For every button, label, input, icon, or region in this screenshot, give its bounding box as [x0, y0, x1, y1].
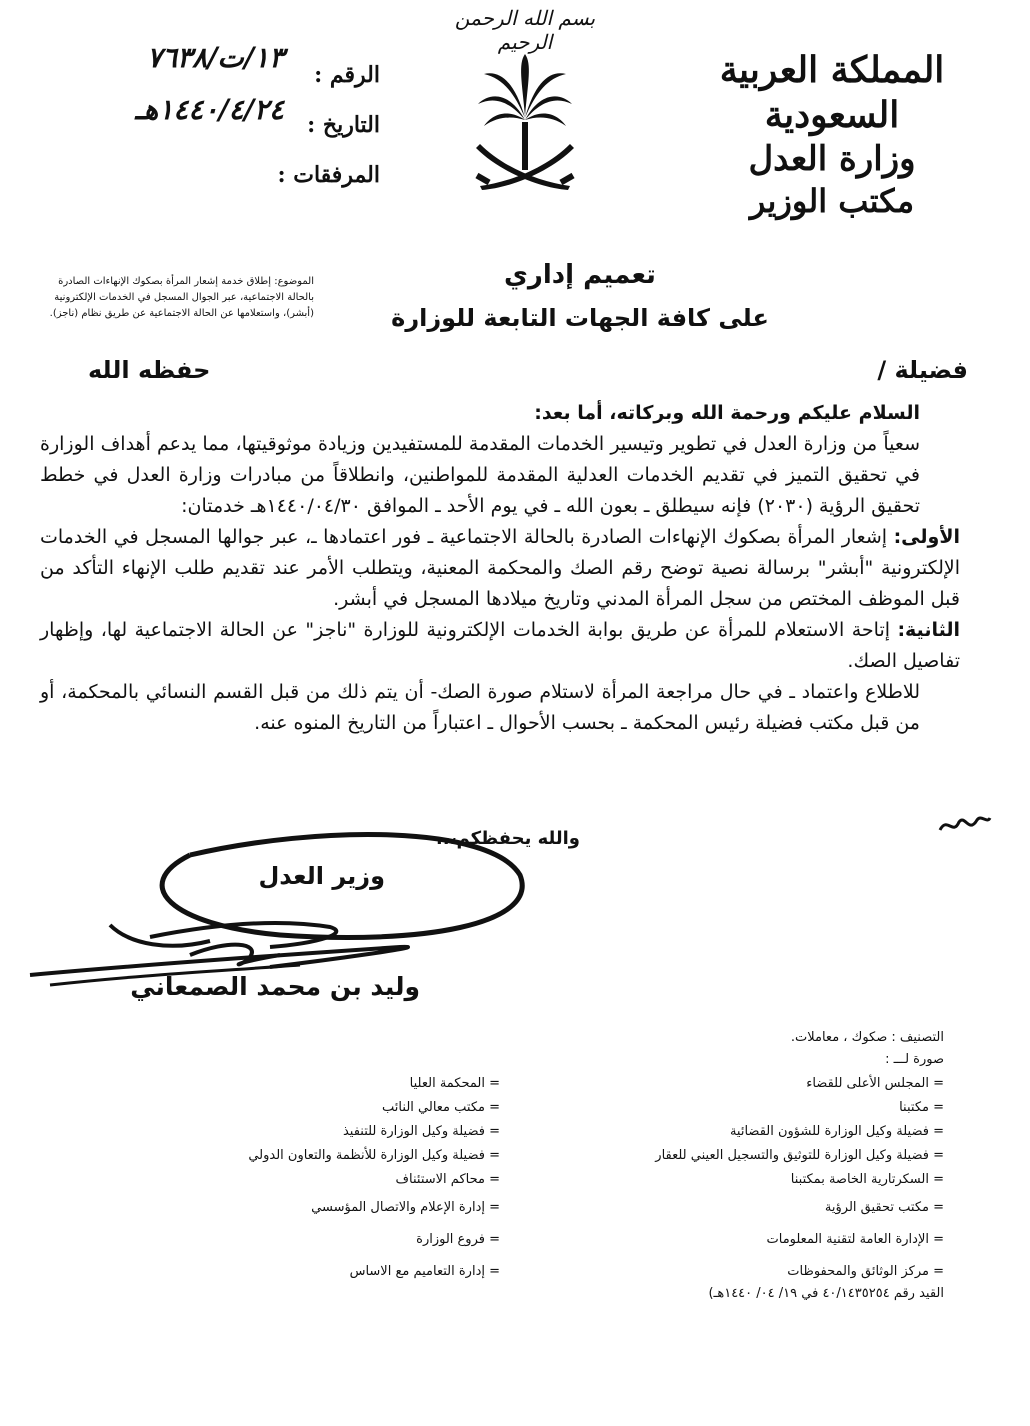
- list-item: = مكتب تحقيق الرؤية: [824, 1200, 944, 1215]
- date-label: التاريخ :: [307, 112, 380, 138]
- list-item: = مركز الوثائق والمحفوظات: [787, 1264, 944, 1279]
- saudi-emblem-icon: [470, 52, 580, 202]
- attachments-label: المرفقات :: [277, 162, 380, 188]
- closing-phrase: والله يحفظكم،،،: [436, 828, 580, 849]
- list-item: = فروع الوزارة: [416, 1232, 500, 1247]
- distribution-list-left: [200, 1072, 500, 1288]
- classification: التصنيف : صكوك ، معاملات.: [790, 1030, 944, 1045]
- kingdom-name: المملكة العربية السعودية: [719, 49, 945, 136]
- circular-title: تعميم إداري: [504, 260, 656, 290]
- reference-values: [74, 38, 284, 142]
- closing-paragraph: للاطلاع واعتماد ـ في حال مراجعة المرأة لاستلام صورة الصك- أن يتم ذلك من قبل القسم النسائي بالمحكمة، أو من قبل مكتب فضيلة رئيس المحكمة ـ بحسب الأحوال ـ اعتباراً من التاريخ المنوه عنه.: [40, 681, 920, 734]
- number-label: الرقم :: [314, 62, 380, 88]
- copy-to-label: صورة لـــ :: [885, 1052, 944, 1067]
- letter-body: [40, 398, 960, 739]
- kingdom-heading: [652, 48, 1012, 221]
- reference-number: ١٣/ت/٧٦٣٨: [146, 41, 284, 74]
- first-service-text: إشعار المرأة بصكوك الإنهاءات الصادرة بالحالة الاجتماعية ـ فور اعتمادها ـ، عبر جوالها المسجل في الخدمات الإلكترونية "أبشر" برسالة نصية توضح رقم الصك والمحكمة المعنية، ويتطلب الأمر عند تقديم طلب الإنهاء التأكد من قبل الموظف المختص من سجل المرأة المدني وتاريخ ميلادها المسجل في أبشر.: [40, 526, 960, 610]
- first-service: [40, 522, 960, 615]
- list-item: = فضيلة وكيل الوزارة للأنظمة والتعاون الدولي: [248, 1148, 500, 1163]
- greeting: السلام عليكم ورحمة الله وبركاته، أما بعد:: [534, 402, 920, 424]
- signatory-name: وليد بن محمد الصمعاني: [130, 972, 420, 1001]
- salutation-honorific: حفظه الله: [88, 356, 211, 384]
- second-service: [40, 615, 960, 677]
- list-item: = فضيلة وكيل الوزارة للتنفيذ: [342, 1124, 500, 1139]
- list-item: = مكتبنا: [899, 1100, 944, 1115]
- distribution-list-right: [614, 1072, 944, 1288]
- list-item: = فضيلة وكيل الوزارة للشؤون القضائية: [729, 1124, 944, 1139]
- list-item: = إدارة الإعلام والاتصال المؤسسي: [311, 1200, 500, 1215]
- record-number: القيد رقم ٤٠/١٤٣٥٢٥٤ في ١٩/ ٠٤/ ١٤٤٠هـ): [708, 1286, 944, 1301]
- second-service-text: إتاحة الاستعلام للمرأة عن طريق بوابة الخدمات الإلكترونية للوزارة "ناجز" عن الحالة الاجتماعية لها، وإظهار تفاصيل الصك.: [40, 619, 960, 672]
- subject-note: الموضوع: إطلاق خدمة إشعار المرأة بصكوك الإنهاءات الصادرة بالحالة الاجتماعية، عبر الجوال المسجل في الخدمات الإلكترونية (أبشر)، واستعلامها عن الحالة الاجتماعية عن طريق نظام (ناجز).: [49, 276, 314, 319]
- second-service-label: الثانية:: [897, 619, 960, 641]
- reference-date: ١٤٤٠/٤/٢٤هـ: [135, 93, 284, 126]
- basmala: بسم الله الرحمن الرحيم: [454, 6, 596, 54]
- circular-recipients: على كافة الجهات التابعة للوزارة: [391, 304, 769, 332]
- list-item: = المحكمة العليا: [409, 1076, 500, 1091]
- list-item: = محاكم الاستئناف: [395, 1172, 500, 1187]
- signatory-title: وزير العدل: [258, 862, 385, 890]
- list-item: = السكرتارية الخاصة بمكتبنا: [790, 1172, 944, 1187]
- list-item: = المجلس الأعلى للقضاء: [806, 1076, 944, 1091]
- ministry-name: وزارة العدل: [748, 139, 916, 179]
- list-item: = الإدارة العامة لتقنية المعلومات: [766, 1232, 944, 1247]
- list-item: = فضيلة وكيل الوزارة للتوثيق والتسجيل العيني للعقار: [655, 1148, 944, 1163]
- salutation: [88, 356, 968, 390]
- list-item: = إدارة التعاميم مع الاساس: [349, 1264, 500, 1279]
- initials-mark-icon: [935, 810, 995, 840]
- first-service-label: الأولى:: [893, 526, 960, 548]
- intro-paragraph: سعياً من وزارة العدل في تطوير وتيسير الخدمات المقدمة للمستفيدين وزيادة موثوقيتها، مما يدعم أهداف الوزارة في تحقيق التميز في تقديم الخدمات العدلية المقدمة للمواطنين، وانطلاقاً من مبادرات وزارة العدل في خطط تحقيق الرؤية (٢٠٣٠) فإنه سيطلق ـ بعون الله ـ في يوم الأحد ـ الموافق ١٤٤٠/٠٤/٣٠هـ خدمتان:: [40, 433, 920, 517]
- salutation-address: فضيلة /: [877, 356, 968, 384]
- list-item: = مكتب معالي النائب: [382, 1100, 500, 1115]
- office-name: مكتب الوزير: [749, 181, 915, 220]
